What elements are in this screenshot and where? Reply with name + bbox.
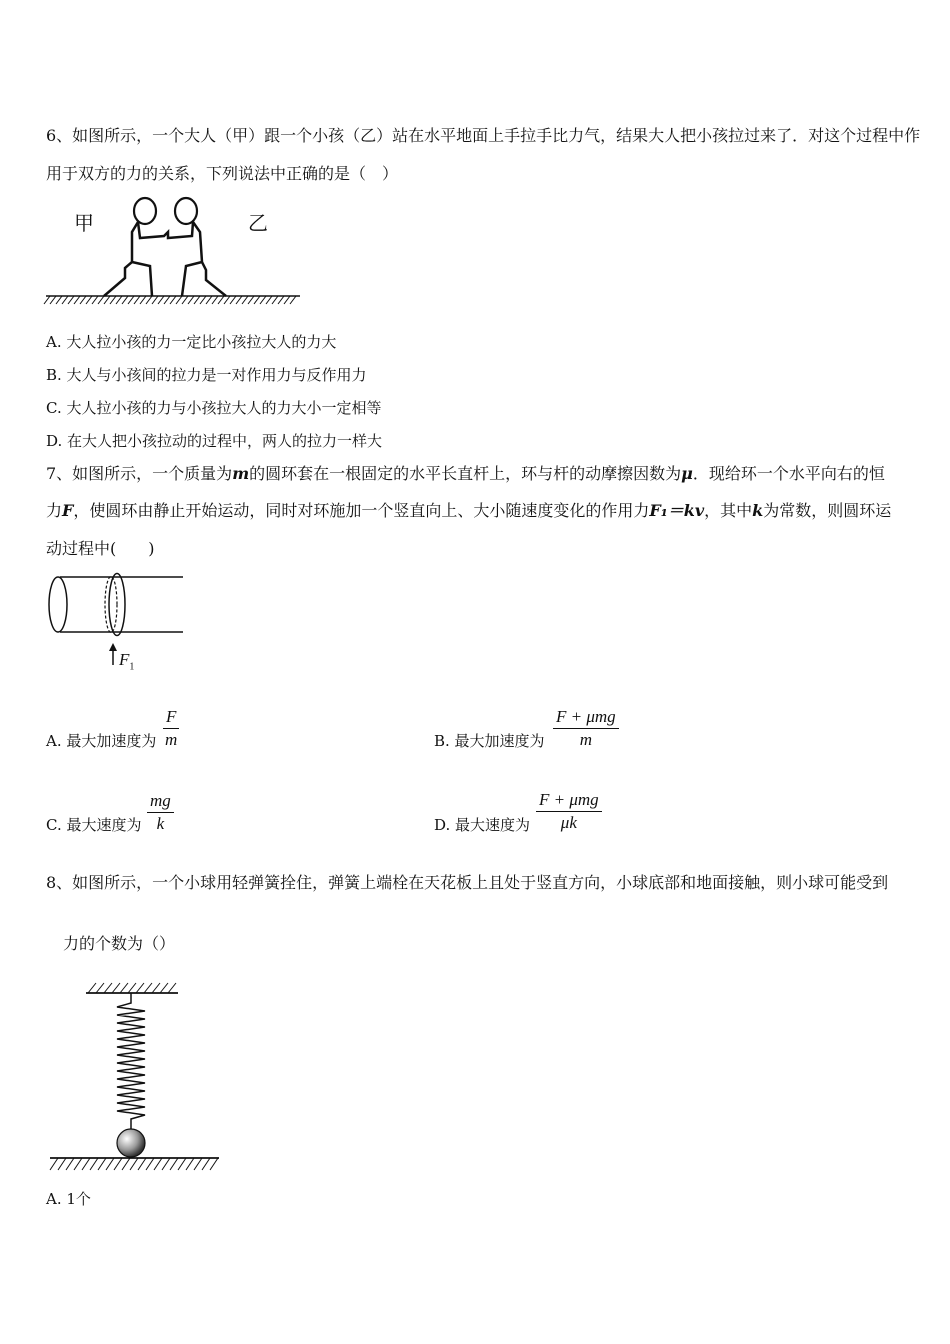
q6-stem-line2: 用于双方的力的关系，下列说法中正确的是（ ）	[46, 164, 399, 183]
ceiling-hatch	[88, 983, 176, 993]
q6-stem-line1: 6、如图所示，一个大人（甲）跟一个小孩（乙）站在水平地面上手拉手比力气，结果大人把小孩拉过来了．对这个过程中作	[46, 126, 921, 145]
q6-option-c: C. 大人拉小孩的力与小孩拉大人的力大小一定相等	[46, 399, 382, 417]
q7-stem-line1: 7、如图所示，一个质量为m的圆环套在一根固定的水平长直杆上，环与杆的动摩擦因数为μ．现给环一个水平向右的恒	[46, 464, 885, 483]
q7-option-c-fraction: mg k	[147, 790, 174, 835]
q6-label-jia: 甲	[74, 211, 94, 235]
adult-body	[104, 222, 152, 296]
floor-hatch	[50, 1158, 218, 1170]
force-label: $F_1$	[119, 650, 135, 673]
q6-option-b: B. 大人与小孩间的拉力是一对作用力与反作用力	[46, 366, 367, 384]
q8-stem-line1: 8、如图所示，一个小球用轻弹簧拴住，弹簧上端栓在天花板上且处于竖直方向，小球底部和地面接触，则小球可能受到	[46, 873, 889, 892]
q7-option-b-text: B. 最大加速度为	[434, 732, 545, 750]
child-head	[175, 198, 197, 224]
rod	[60, 577, 183, 632]
ground-hatch	[44, 296, 296, 304]
q7-option-a-text: A. 最大加速度为	[46, 732, 157, 750]
q8-option-a: A. 1个	[46, 1190, 91, 1208]
child-body	[182, 222, 226, 296]
q7-option-a-fraction: F m	[163, 706, 179, 751]
q8-stem-line2: 力的个数为（）	[63, 934, 176, 953]
q6-label-yi: 乙	[248, 211, 268, 235]
q7-option-d-text: D. 最大速度为	[434, 816, 531, 834]
q7-option-b-fraction: F + μmg m	[553, 706, 619, 751]
spring-ball-figure	[50, 983, 219, 1170]
adult-head	[134, 198, 156, 224]
q7-option-d-fraction: F + μmg μk	[536, 789, 602, 834]
q6-option-a: A. 大人拉小孩的力一定比小孩拉大人的力大	[46, 333, 337, 351]
spring	[117, 993, 145, 1130]
q6-option-d: D. 在大人把小孩拉动的过程中，两人的拉力一样大	[46, 432, 383, 450]
rod-and-ring-figure	[49, 574, 183, 666]
ball	[117, 1129, 145, 1157]
q7-stem-line2: 力F，使圆环由静止开始运动，同时对环施加一个竖直向上、大小随速度变化的作用力F₁＝kv，其中k为常数，则圆环运	[46, 501, 892, 520]
rod-end	[49, 577, 67, 632]
q7-option-c-text: C. 最大速度为	[46, 816, 142, 834]
force-arrow-head	[109, 643, 117, 651]
q7-stem-line3: 动过程中( )	[46, 539, 155, 558]
